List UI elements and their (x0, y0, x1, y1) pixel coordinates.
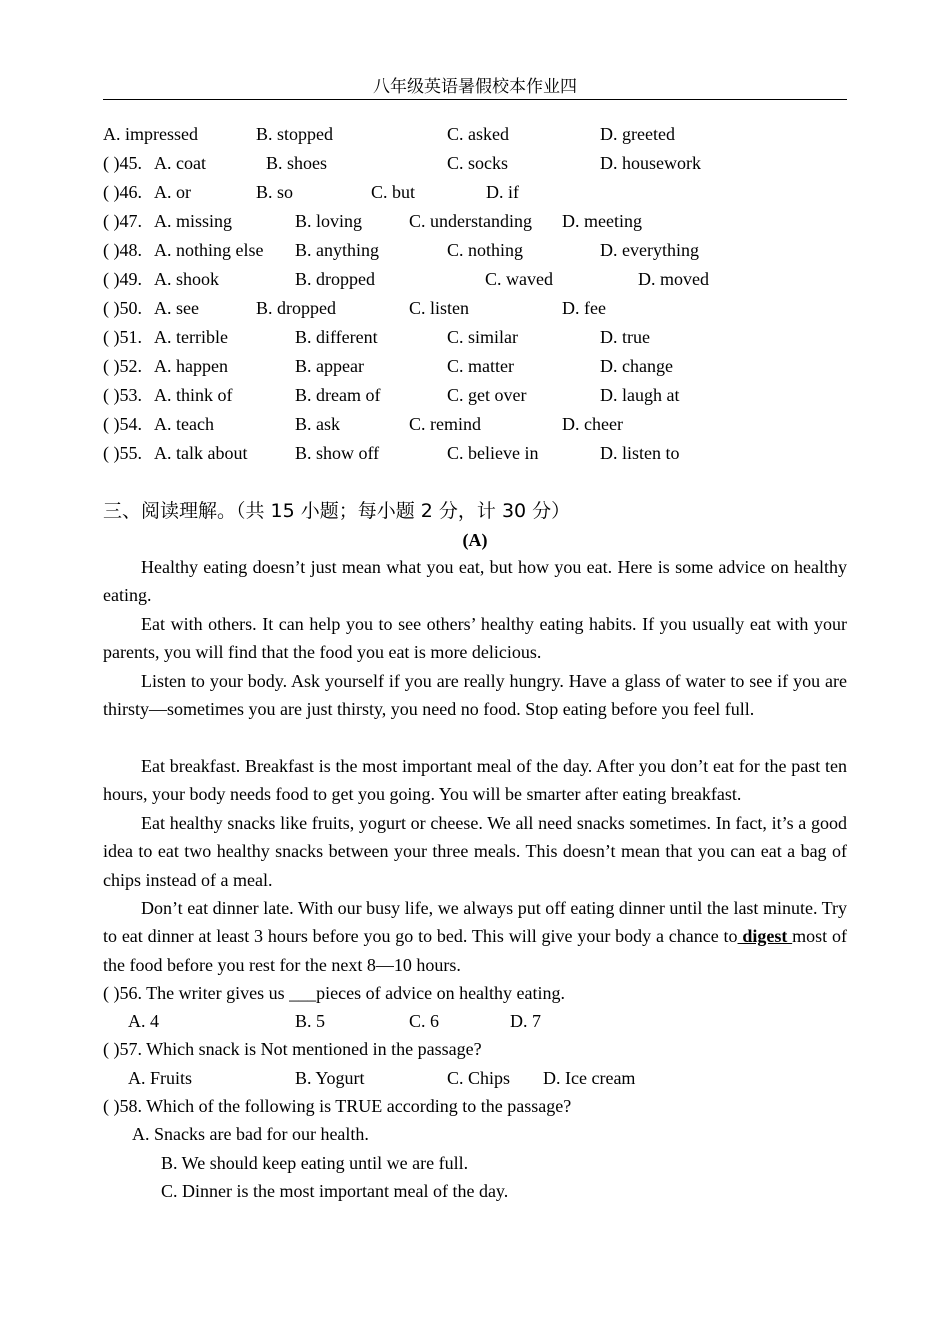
question-row-53 (103, 382, 847, 408)
option-c: C. matter (447, 356, 514, 376)
paragraph-text: Don’t eat dinner late. With our busy life, we always put off eating dinner until the last minute. Try to eat dinner at least 3 hours before you go to bed. This will give your body a chance to (103, 898, 847, 947)
option-b: B. We should keep eating until we are full. (161, 1153, 469, 1173)
option-d: D. housework (600, 153, 701, 173)
option-d: D. everything (600, 240, 699, 260)
passage-paragraph-1: Healthy eating doesn’t just mean what you eat, but how you eat. Here is some advice on healthy eating. (103, 557, 847, 606)
option-d: D. moved (638, 269, 709, 289)
option-a: A. nothing else (154, 240, 264, 260)
option-d: D. greeted (600, 124, 675, 144)
question-row-46 (103, 179, 847, 205)
option-b: B. appear (295, 356, 364, 376)
option-c: C. Chips (447, 1068, 511, 1088)
question-row-51 (103, 324, 847, 350)
question-number: ( )48. (103, 240, 142, 260)
option-a: A. talk about (154, 443, 248, 463)
option-d: D. meeting (562, 211, 642, 231)
question-57: ( )57. Which snack is Not mentioned in the passage? (103, 1039, 482, 1059)
option-d: D. Ice cream (543, 1068, 636, 1088)
option-b: B. different (295, 327, 378, 347)
question-number: ( )55. (103, 443, 142, 463)
option-b: B. show off (295, 443, 380, 463)
option-c: C. believe in (447, 443, 539, 463)
option-row (103, 121, 847, 147)
question-number: ( )49. (103, 269, 142, 289)
option-c: C. remind (409, 414, 481, 434)
option-b: B. stopped (256, 124, 334, 144)
option-b: B. Yogurt (295, 1068, 365, 1088)
option-a: A. Fruits (128, 1068, 193, 1088)
question-row-54 (103, 411, 847, 437)
question-56: ( )56. The writer gives us ___pieces of advice on healthy eating. (103, 983, 566, 1003)
passage-paragraph-3: Listen to your body. Ask yourself if you are really hungry. Have a glass of water to see if you are thirsty—sometimes you are just thirsty, you need no food. Stop eating before you feel full. (103, 671, 847, 720)
option-a: A. coat (154, 153, 206, 173)
option-c: C. asked (447, 124, 509, 144)
option-d: D. 7 (510, 1011, 541, 1031)
question-number: ( )50. (103, 298, 142, 318)
question-number: ( )47. (103, 211, 142, 231)
option-b: B. so (256, 182, 294, 202)
page-header: 八年级英语暑假校本作业四 (103, 76, 847, 100)
question-number: ( )45. (103, 153, 142, 173)
passage-paragraph-6 (103, 894, 847, 979)
option-a: A. terrible (154, 327, 228, 347)
option-a: A. or (154, 182, 191, 202)
option-b: B. loving (295, 211, 363, 231)
option-a: A. missing (154, 211, 233, 231)
option-b: B. shoes (266, 153, 328, 173)
question-number: ( )51. (103, 327, 142, 347)
question-row-48 (103, 237, 847, 263)
option-b: B. dropped (295, 269, 375, 289)
option-a: A. shook (154, 269, 220, 289)
question-number: ( )52. (103, 356, 142, 376)
option-b: B. 5 (295, 1011, 326, 1031)
question-row-55 (103, 440, 847, 466)
option-b: B. dream of (295, 385, 381, 405)
option-c: C. but (371, 182, 416, 202)
question-57-options (103, 1065, 847, 1091)
option-a: A. happen (154, 356, 228, 376)
option-c: C. understanding (409, 211, 532, 231)
option-c: C. listen (409, 298, 470, 318)
question-row-52 (103, 353, 847, 379)
option-c: C. Dinner is the most important meal of the day. (161, 1181, 509, 1201)
option-c: C. waved (485, 269, 553, 289)
question-number: ( )54. (103, 414, 142, 434)
question-56-options (103, 1008, 847, 1034)
option-d: D. change (600, 356, 673, 376)
option-d: D. cheer (562, 414, 623, 434)
question-number: ( )46. (103, 182, 142, 202)
option-a: A. teach (154, 414, 214, 434)
option-c: C. nothing (447, 240, 524, 260)
option-d: D. laugh at (600, 385, 680, 405)
option-d: D. listen to (600, 443, 680, 463)
option-b: B. dropped (256, 298, 336, 318)
option-a: A. 4 (128, 1011, 159, 1031)
option-a: A. impressed (103, 124, 198, 144)
option-c: C. get over (447, 385, 527, 405)
passage-paragraph-2: Eat with others. It can help you to see others’ healthy eating habits. If you usually eat with your parents, you will find that the food you eat is more delicious. (103, 614, 847, 663)
question-row-45 (103, 150, 847, 176)
option-d: D. true (600, 327, 650, 347)
option-b: B. ask (295, 414, 340, 434)
section-title: 三、阅读理解。（共 15 小题；每小题 2 分，计 30 分） (103, 500, 571, 522)
question-row-47 (103, 208, 847, 234)
passage-paragraph-4: Eat breakfast. Breakfast is the most important meal of the day. After you don’t eat for the past ten hours, your body needs food to get you going. You will be smarter after eating breakfast. (103, 756, 847, 805)
option-a: A. think of (154, 385, 233, 405)
option-c: C. 6 (409, 1011, 440, 1031)
part-label: (A) (462, 530, 488, 550)
question-number: ( )53. (103, 385, 142, 405)
paragraph-text: most of the food before you rest for the next 8—10 hours. (103, 926, 847, 975)
option-a: A. see (154, 298, 199, 318)
option-a: A. Snacks are bad for our health. (132, 1124, 369, 1144)
passage-paragraph-5: Eat healthy snacks like fruits, yogurt or cheese. We all need snacks sometimes. In fact, it’s a good idea to eat two healthy snacks between your three meals. This doesn’t mean that you can eat a bag of chips instead of a meal. (103, 813, 847, 890)
question-58: ( )58. Which of the following is TRUE according to the passage? (103, 1096, 572, 1116)
option-c: C. socks (447, 153, 509, 173)
option-d: D. fee (562, 298, 606, 318)
question-row-49 (103, 266, 847, 292)
option-c: C. similar (447, 327, 518, 347)
option-b: B. anything (295, 240, 379, 260)
option-d: D. if (486, 182, 519, 202)
highlighted-word: digest (737, 926, 793, 947)
question-row-50 (103, 295, 847, 321)
